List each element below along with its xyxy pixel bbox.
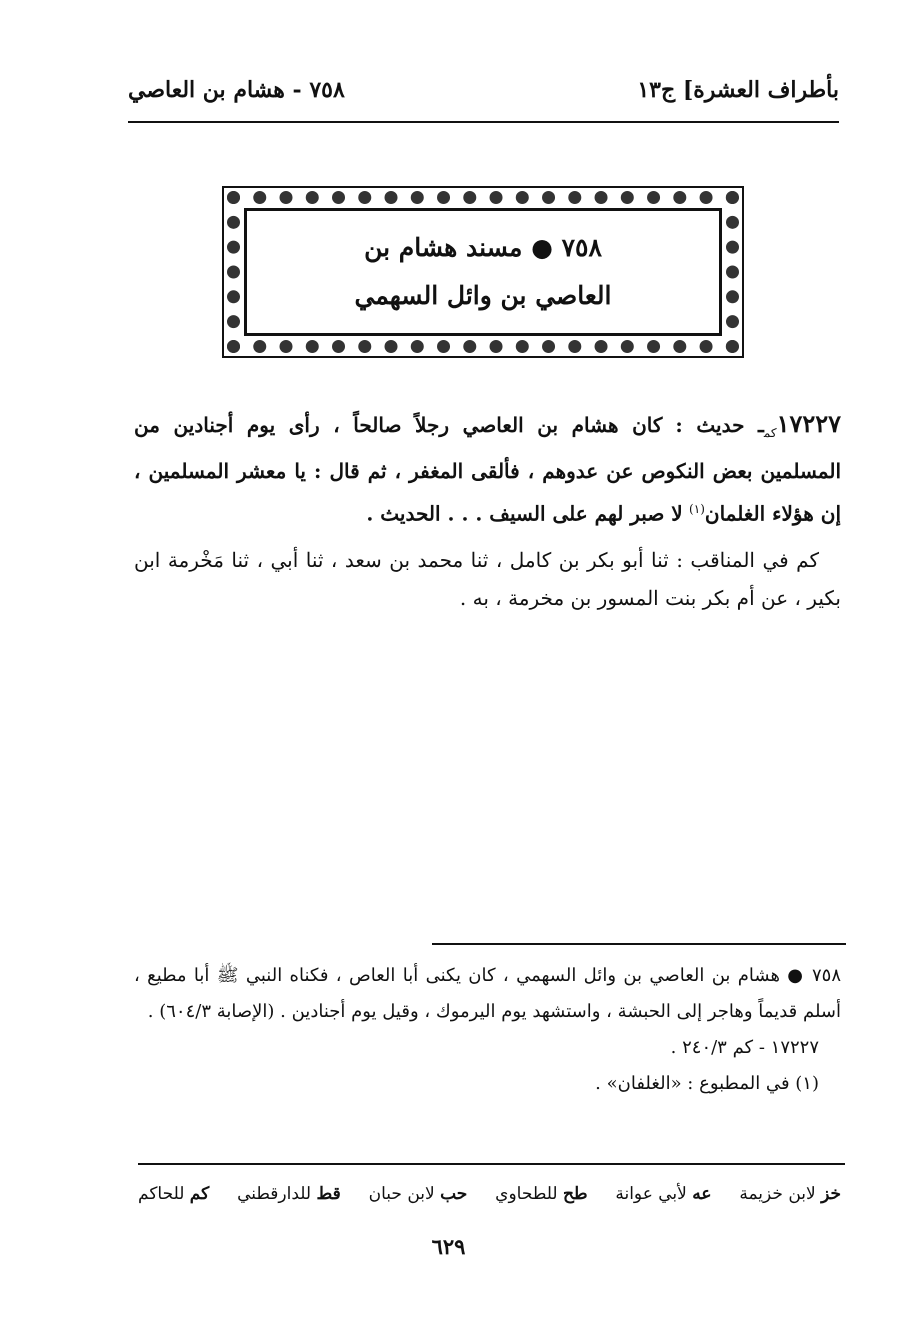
running-header [128, 70, 839, 110]
isnad-paragraph: كم في المناقب : ثنا أبو بكر بن كامل ، ثنا محمد بن سعد ، ثنا أبي ، ثنا مَخْرمة ابن بكير ، عن أم بكر بنت المسور بن مخرمة ، به . [134, 547, 841, 610]
abbreviation-rule [138, 1163, 845, 1165]
header-section-title: ٧٥٨ - هشام بن العاصي [128, 77, 345, 103]
abbreviation-key [138, 1176, 841, 1212]
abbr-item: خز لابن خزيمة [739, 1184, 841, 1204]
hadith-number: ١٧٢٢٧ [776, 409, 842, 438]
footnote-variant: (١) في المطبوع : «الغلفان» . [595, 1073, 819, 1094]
footnote-reference: ١٧٢٢٧ - كم ٢٤٠/٣ . [670, 1037, 819, 1058]
footnotes [134, 958, 841, 1102]
footnote-ref: (١) [689, 502, 705, 516]
page-number: ٦٢٩ [431, 1234, 466, 1259]
abbr-item: حب لابن حبان [368, 1184, 468, 1204]
main-text [134, 405, 841, 617]
source-mark: كم [763, 426, 777, 440]
abbr-item: عه لأبي عوانة [615, 1184, 712, 1204]
hadith-text-end: لا صبر لهم على السيف . . . الحديث . [366, 501, 683, 526]
section-title-line-2: العاصي بن وائل السهمي [354, 281, 612, 310]
abbr-item: كم للحاكم [138, 1184, 210, 1204]
footnote-rule [432, 943, 846, 945]
hadith-text: كان هشام بن العاصي رجلاً صالحاً ، رأى يوم أجنادين من المسلمين بعض النكوص عن عدوهم ، فألقى المغفر ، ثم قال : يا معشر المسلمين ، إن هؤلاء الغلمان [134, 413, 841, 526]
section-title-line-1: ٧٥٨ ● مسند هشام بن [364, 233, 602, 262]
footnote-biography: ٧٥٨ ● هشام بن العاصي بن وائل السهمي ، كان يكنى أبا العاص ، فكناه النبي ﷺ أبا مطيع ، أسلم قديماً وهاجر إلى الحبشة ، واستشهد يوم اليرموك ، وقيل يوم أجنادين . (الإصابة ٦٠٤/٣) . [134, 965, 841, 1022]
decorative-title-frame [222, 186, 744, 358]
abbr-item: قط للدارقطني [237, 1184, 341, 1204]
header-rule [128, 121, 839, 123]
header-book-title: بأطراف العشرة] ج١٣ [637, 77, 839, 103]
hadith-label: ـ حديث : [675, 413, 764, 437]
section-title-box [244, 208, 722, 336]
abbr-item: طح للطحاوي [495, 1184, 588, 1204]
hadith-paragraph [134, 405, 841, 533]
